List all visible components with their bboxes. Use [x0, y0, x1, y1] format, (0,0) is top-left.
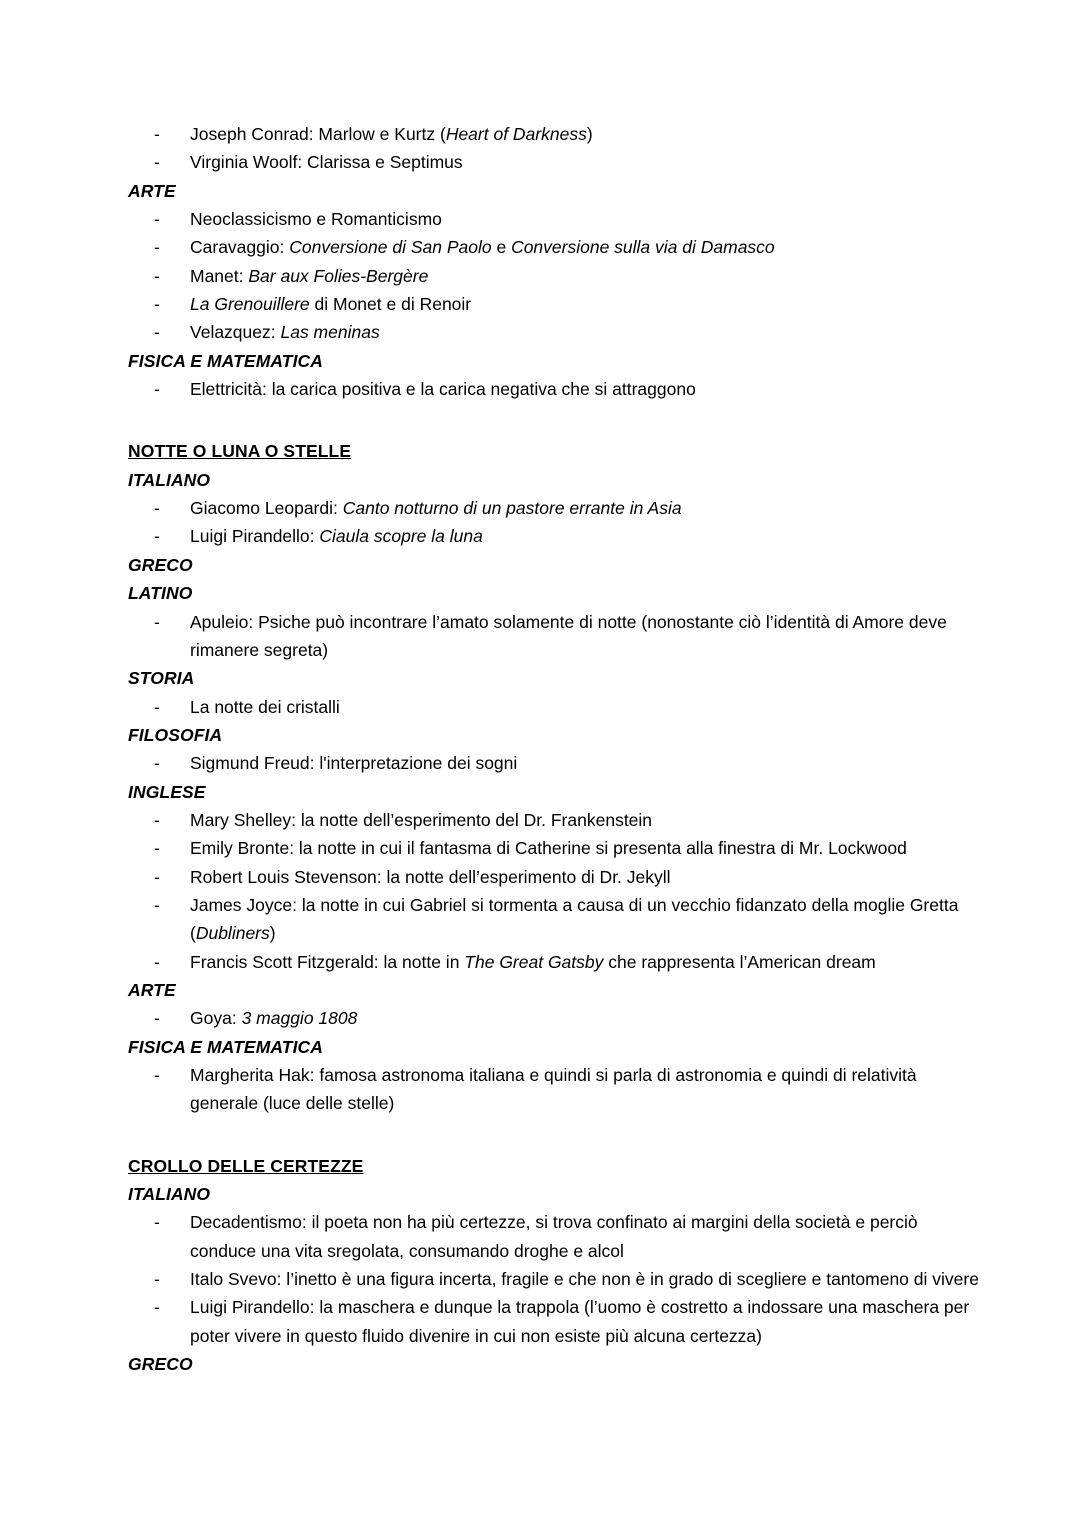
text-run: James Joyce: la notte in cui Gabriel si tormenta a causa di un vecchio fidanzato della moglie Gretta ( — [190, 894, 959, 944]
bullet-dash: - — [154, 379, 160, 400]
italic-title: Conversione di San Paolo — [289, 237, 492, 258]
list-item — [128, 318, 980, 346]
section-arte-1: ARTE — [128, 180, 176, 201]
text-run: Velazquez: — [190, 322, 281, 343]
text-run: Goya: — [190, 1008, 242, 1029]
section-italiano-1: ITALIANO — [128, 469, 211, 490]
text-run: Luigi Pirandello: la maschera e dunque la trappola (l’uomo è costretto a indossare una maschera per poter vivere in questo fluido divenire in cui non esiste più alcuna certezza) — [190, 1297, 970, 1346]
theme-notte-o-luna-o-stelle: NOTTE O LUNA O STELLE — [128, 441, 352, 462]
italic-title: Conversione sulla via di Damasco — [511, 237, 775, 258]
list-fisica-1 — [128, 375, 980, 403]
italic-title: La Grenouillere — [190, 294, 310, 315]
italic-title: Heart of Darkness — [445, 124, 587, 144]
list-item — [128, 1004, 980, 1032]
list-latino-1 — [128, 608, 980, 665]
section-arte-2: ARTE — [128, 979, 176, 1000]
list-item-text — [190, 322, 380, 342]
bullet-dash: - — [154, 866, 160, 887]
bullet-dash: - — [154, 894, 160, 915]
section-italiano-2: ITALIANO — [128, 1184, 211, 1205]
list-item — [128, 522, 980, 550]
text-run: Neoclassicismo e Romanticismo — [190, 209, 442, 230]
list-item-text — [190, 1008, 357, 1028]
text-run: Francis Scott Fitzgerald: la notte in — [190, 951, 465, 972]
text-run: Manet: — [190, 265, 249, 286]
bullet-dash: - — [154, 1269, 160, 1290]
list-item — [128, 120, 980, 148]
text-run: Joseph Conrad: Marlow e Kurtz ( — [190, 124, 446, 144]
bullet-dash: - — [154, 1065, 160, 1085]
section-greco-1: GRECO — [128, 554, 193, 575]
list-item-text — [190, 152, 463, 172]
bullet-dash: - — [154, 1008, 160, 1029]
list-filosofia-1 — [128, 749, 980, 777]
bullet-dash: - — [154, 951, 160, 972]
list-item-text — [190, 124, 593, 144]
list-item — [128, 608, 980, 665]
list-item-text — [190, 294, 471, 314]
list-item — [128, 205, 980, 233]
list-fisica-2 — [128, 1061, 980, 1118]
bullet-dash: - — [154, 124, 160, 144]
list-item — [128, 834, 980, 862]
list-item-text — [190, 895, 958, 943]
list-item — [128, 806, 980, 834]
list-item-text — [190, 838, 907, 858]
list-item — [128, 891, 980, 948]
document-body — [128, 120, 980, 1378]
list-item-text — [190, 237, 775, 257]
text-run: Sigmund Freud: l'interpretazione dei sogni — [190, 753, 518, 774]
list-item-text — [190, 498, 682, 518]
section-storia-1: STORIA — [128, 668, 195, 689]
list-item-text — [190, 1212, 918, 1260]
bullet-dash: - — [154, 526, 160, 547]
spacer-2 — [128, 1118, 980, 1152]
list-item-text — [190, 209, 442, 229]
list-item — [128, 693, 980, 721]
list-italiano-1 — [128, 494, 980, 551]
list-item-text — [190, 952, 876, 972]
bullet-dash: - — [154, 753, 160, 774]
bullet-dash: - — [154, 1212, 160, 1233]
italic-title: Bar aux Folies-Bergère — [248, 265, 429, 286]
italic-title: Canto notturno di un pastore errante in Asia — [342, 498, 682, 519]
list-item-text — [190, 697, 340, 717]
list-inglese-1 — [128, 806, 980, 976]
text-run: Elettricità: la carica positiva e la carica negativa che si attraggono — [190, 379, 696, 400]
text-run: ) — [269, 923, 276, 944]
list-item — [128, 1061, 980, 1118]
text-run: ) — [586, 124, 593, 144]
section-latino-1: LATINO — [128, 583, 193, 604]
list-item — [128, 1293, 980, 1350]
list-item-text — [190, 867, 671, 887]
spacer-1 — [128, 403, 980, 437]
section-fisica-matematica-1: FISICA E MATEMATICA — [128, 350, 324, 371]
bullet-dash: - — [154, 809, 160, 830]
list-item — [128, 375, 980, 403]
list-item-text — [190, 526, 483, 546]
bullet-dash: - — [154, 322, 160, 343]
text-run: Decadentismo: il poeta non ha più certezze, si trova confinato ai margini della società e perciò conduce una vita sregolata, consumando droghe e alcol — [190, 1212, 918, 1261]
bullet-dash: - — [154, 209, 160, 230]
list-item-text — [190, 810, 652, 830]
bullet-dash: - — [154, 498, 160, 519]
list-item — [128, 1265, 980, 1293]
text-run: Italo Svevo: l’inetto è una figura incerta, fragile e che non è in grado di scegliere e tantomeno di vivere — [190, 1269, 979, 1290]
list-arte-2 — [128, 1004, 980, 1032]
bullet-dash: - — [154, 152, 160, 173]
list-item-text — [190, 1297, 969, 1345]
text-run: Apuleio: Psiche può incontrare l’amato solamente di notte (nonostante ciò l’identità di Amore deve rimanere segreta) — [190, 611, 947, 660]
list-storia-1 — [128, 693, 980, 721]
bullet-dash: - — [154, 237, 160, 258]
list-arte-1 — [128, 205, 980, 347]
section-filosofia-1: FILOSOFIA — [128, 724, 223, 745]
text-run: Caravaggio: — [190, 237, 290, 258]
list-item — [128, 262, 980, 290]
list-item — [128, 1208, 980, 1265]
italic-title: The Great Gatsby — [464, 951, 604, 972]
text-run: Mary Shelley: la notte dell’esperimento del Dr. Frankenstein — [190, 809, 653, 830]
text-run: Emily Bronte: la notte in cui il fantasma di Catherine si presenta alla finestra di Mr. Lockwood — [190, 838, 907, 859]
section-fisica-matematica-2: FISICA E MATEMATICA — [128, 1036, 324, 1057]
list-conrad-woolf — [128, 120, 980, 177]
section-greco-2: GRECO — [128, 1354, 193, 1375]
bullet-dash: - — [154, 265, 160, 286]
list-item — [128, 749, 980, 777]
list-item-text — [190, 1269, 979, 1289]
italic-title: Ciaula scopre la luna — [319, 526, 483, 547]
list-item — [128, 494, 980, 522]
list-item — [128, 290, 980, 318]
list-item — [128, 233, 980, 261]
list-italiano-2 — [128, 1208, 980, 1350]
list-item-text — [190, 266, 428, 286]
bullet-dash: - — [154, 1297, 160, 1318]
text-run: Margherita Hak: famosa astronoma italiana e quindi si parla di astronomia e quindi di relatività generale (luce delle stelle) — [190, 1065, 917, 1114]
bullet-dash: - — [154, 294, 160, 315]
list-item — [128, 948, 980, 976]
list-item — [128, 148, 980, 176]
list-item-text — [190, 379, 696, 399]
italic-title: 3 maggio 1808 — [241, 1008, 358, 1029]
text-run: di Monet e di Renoir — [309, 294, 472, 315]
list-item-text — [190, 753, 517, 773]
italic-title: Dubliners — [195, 923, 270, 944]
list-item-text — [190, 1065, 917, 1113]
italic-title: Las meninas — [280, 322, 380, 343]
bullet-dash: - — [154, 696, 160, 717]
bullet-dash: - — [154, 838, 160, 859]
text-run: La notte dei cristalli — [190, 696, 340, 717]
text-run: Virginia Woolf: Clarissa e Septimus — [190, 152, 463, 173]
text-run: Luigi Pirandello: — [190, 526, 320, 547]
list-item — [128, 863, 980, 891]
list-item-text — [190, 612, 947, 660]
text-run: che rappresenta l’American dream — [603, 951, 876, 972]
text-run: e — [491, 237, 512, 258]
bullet-dash: - — [154, 611, 160, 632]
text-run: Giacomo Leopardi: — [190, 498, 343, 519]
section-inglese-1: INGLESE — [128, 781, 206, 802]
text-run: Robert Louis Stevenson: la notte dell’esperimento di Dr. Jekyll — [190, 866, 671, 887]
theme-crollo-delle-certezze: CROLLO DELLE CERTEZZE — [128, 1155, 364, 1176]
